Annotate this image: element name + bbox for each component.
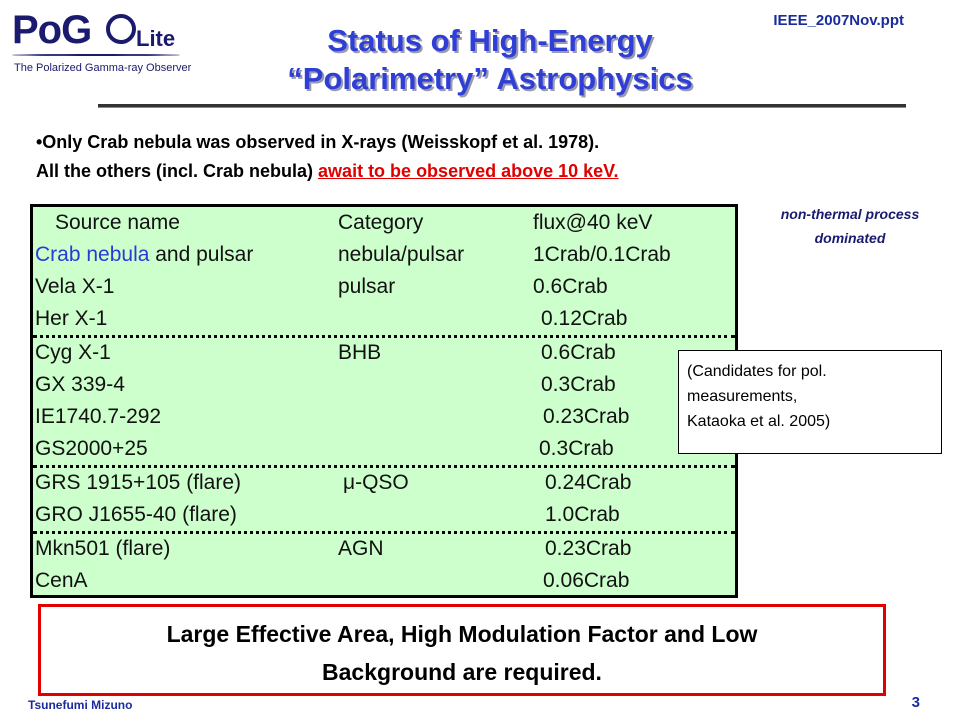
cell-source-name: [35, 243, 253, 267]
table-row: [33, 339, 735, 369]
intro-line1: •Only Crab nebula was observed in X-rays (Weisskopf et al. 1978).: [36, 132, 600, 152]
cell-source-name: GS2000+25: [35, 437, 148, 460]
table-row: [33, 535, 735, 565]
table-row: [33, 501, 735, 531]
footer-author: Tsunefumi Mizuno: [28, 698, 133, 712]
cell-flux: 0.24Crab: [545, 471, 632, 494]
cell-source-name-highlight: Crab nebula: [35, 243, 150, 266]
cell-category: BHB: [338, 341, 382, 364]
table-row: [33, 241, 735, 271]
candidates-callout: [678, 350, 942, 454]
cell-flux: 1Crab/0.1Crab: [533, 243, 671, 266]
cell-category: μ-QSO: [343, 471, 409, 494]
cell-source-name: Mkn501 (flare): [35, 537, 171, 560]
logo-tagline: The Polarized Gamma-ray Observer: [14, 62, 192, 74]
table-row: [33, 403, 735, 433]
cell-source-name: GRS 1915+105 (flare): [35, 471, 242, 494]
side-note: [740, 202, 960, 250]
cell-flux: 0.12Crab: [541, 307, 628, 330]
requirement-line1: Large Effective Area, High Modulation Factor and Low: [166, 621, 758, 647]
intro-line2-highlight: await to be observed above 10 keV.: [318, 161, 619, 181]
callout-line1: (Candidates for pol.: [687, 363, 827, 380]
table-row: [33, 567, 735, 597]
slide-title: [200, 22, 780, 98]
source-table: [30, 204, 738, 598]
intro-text: [36, 128, 619, 186]
slide-title-line1: Status of High-Energy: [327, 23, 653, 58]
cell-source-name: IE1740.7-292: [35, 405, 162, 428]
cell-flux: 0.23Crab: [543, 405, 630, 428]
pogolite-logo: [8, 6, 198, 80]
page-number: 3: [911, 694, 920, 711]
table-row: [33, 273, 735, 303]
slide-title-line2: “Polarimetry” Astrophysics: [287, 61, 693, 96]
intro-line2-plain: All the others (incl. Crab nebula): [36, 161, 319, 181]
cell-category: nebula/pulsar: [338, 243, 465, 266]
cell-flux: 0.23Crab: [545, 537, 632, 560]
table-row: [33, 469, 735, 499]
cell-flux: 1.0Crab: [545, 503, 620, 526]
side-note-line1: non-thermal process: [780, 206, 920, 222]
logo-lite-text: Lite: [136, 26, 176, 51]
group-separator: [33, 531, 735, 534]
table-header-row: [33, 209, 735, 239]
cell-source-name: Vela X-1: [35, 275, 115, 298]
cell-source-name: GX 339-4: [35, 373, 125, 396]
group-separator: [33, 335, 735, 338]
cell-source-name: Her X-1: [35, 307, 108, 330]
side-note-line2: dominated: [814, 230, 886, 246]
group-separator: [33, 465, 735, 468]
table-row: [33, 305, 735, 335]
table-row: [33, 435, 735, 465]
cell-flux: 0.3Crab: [541, 373, 616, 396]
table-row: [33, 371, 735, 401]
callout-line3: Kataoka et al. 2005): [687, 413, 831, 430]
cell-flux: 0.6Crab: [533, 275, 608, 298]
cell-source-name: Cyg X-1: [35, 341, 111, 364]
logo-ring-icon: [106, 14, 136, 44]
file-tag: IEEE_2007Nov.ppt: [773, 12, 904, 29]
requirement-box: [38, 604, 886, 696]
intro-line2: [36, 157, 619, 186]
cell-flux: 0.06Crab: [543, 569, 630, 592]
cell-source-name: CenA: [35, 569, 88, 592]
logo-swoosh: [12, 54, 180, 56]
cell-flux: 0.3Crab: [539, 437, 614, 460]
header-flux: flux@40 keV: [533, 211, 653, 234]
requirement-line2: Background are required.: [322, 659, 602, 685]
cell-category: AGN: [338, 537, 384, 560]
cell-source-name-rest: and pulsar: [149, 243, 254, 266]
cell-flux: 0.6Crab: [541, 341, 616, 364]
cell-category: pulsar: [338, 275, 396, 298]
title-divider: [98, 104, 906, 108]
header-category: Category: [338, 211, 424, 234]
header-source-name: Source name: [55, 211, 180, 234]
cell-source-name: GRO J1655-40 (flare): [35, 503, 237, 526]
callout-line2: measurements,: [687, 388, 798, 405]
logo-wordmark: PoG: [12, 8, 92, 52]
